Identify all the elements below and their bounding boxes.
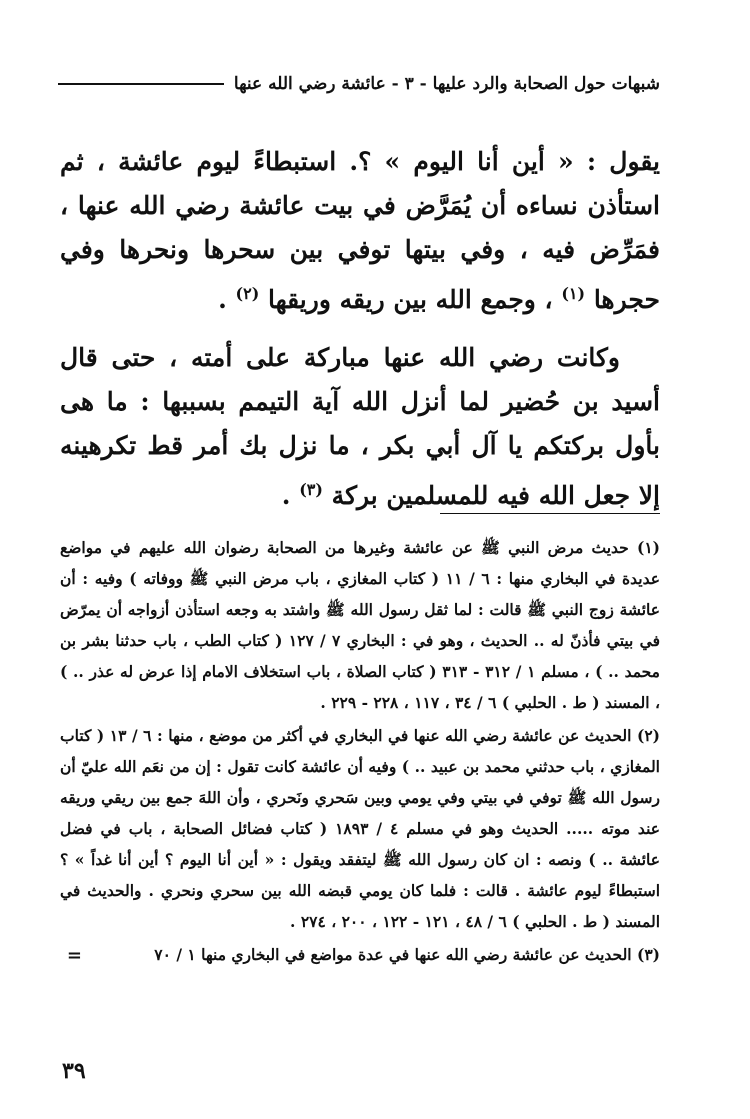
paragraph-1 <box>60 140 660 322</box>
running-header <box>58 66 660 102</box>
header-title: شبهات حول الصحابة والرد عليها - ٣ - عائشة رضي الله عنها <box>233 74 660 94</box>
footnote-3-row <box>60 939 660 972</box>
paragraph-2-text-c: . <box>281 481 291 510</box>
footnote-ref-3: (٣) <box>299 480 323 499</box>
paragraph-2 <box>60 336 660 518</box>
main-text <box>60 140 660 532</box>
paragraph-1-text-a: يقول : « أين أنا اليوم » ؟. استبطاءً ليوم عائشة ، ثم استأذن نساءه أن يُمَرَّض في بيت عائشة رضي الله عنها ، فمَرِّض فيه ، وفي بيتها توفي بين سحرها ونحرها وفي حجرها <box>60 147 660 314</box>
footnote-3: (٣) الحديث عن عائشة رضي الله عنها في عدة مواضع في البخاري منها ١ / ٧٠ <box>154 945 660 964</box>
continuation-mark: = <box>66 945 82 966</box>
footnote-1: (١) حديث مرض النبي ﷺ عن عائشة وغيرها من الصحابة رضوان الله عليهم في مواضع عديدة في البخاري منها : ٦ / ١١ ( كتاب المغازي ، باب مرض النبي ﷺ ووفاته ) وفيه : أن عائشة زوج النبي ﷺ قالت : لما ثقل رسول الله ﷺ واشتد به وجعه استأذن أزواجه أن يمرّض في بيتي فأذنّ له .. الحديث ، وهو في : البخاري ٧ / ١٢٧ ( كتاب الطب ، باب حدثنا بشر بن محمد .. ) ، مسلم ١ / ٣١٢ - ٣١٣ ( كتاب الصلاة ، باب استخلاف الامام إذا عرض له عذر .. ) ، المسند ( ط . الحلبي ) ٦ / ٣٤ ، ١١٧ ، ٢٢٨ - ٢٢٩ . <box>60 538 660 712</box>
page-number: ٣٩ <box>62 1058 86 1084</box>
footnotes <box>60 532 660 972</box>
footnote-ref-1: (١) <box>561 284 586 303</box>
header-rule <box>58 83 224 85</box>
paragraph-2-text-a: وكانت رضي الله عنها مباركة على أمته ، حتى قال أسيد بن حُضير لما أنزل الله آية التيمم بسببها : ما هى بأول بركتكم يا آل أبي بكر ، ما نزل بك أمر قط تكرهينه إلا جعل الله فيه للمسلمين بركة <box>60 343 660 510</box>
paragraph-1-text-b: ، وجمع الله بين ريقه وريقها <box>268 285 553 314</box>
paragraph-1-text-c: . <box>218 285 227 314</box>
footnote-2: (٢) الحديث عن عائشة رضي الله عنها في البخاري في أكثر من موضع ، منها : ٦ / ١٣ ( كتاب المغازي ، باب حدثني محمد بن عبيد .. ) وفيه أن عائشة كانت تقول : إن من نعَم الله عليّ أن رسول الله ﷺ توفي في بيتي وفي يومي وبين سَحري ونَحري ، وأن اللهَ جمع بين ريقي وريقه عند موته ..... الحديث وهو في مسلم ٤ / ١٨٩٣ ( كتاب فضائل الصحابة ، باب في فضل عائشة .. ) ونصه : ان كان رسول الله ﷺ ليتفقد ويقول : « أين أنا اليوم ؟ أين أنا غداً » ؟ استبطاءً ليوم عائشة . قالت : فلما كان يومي قبضه الله بين سحري ونحري . والحديث في المسند ( ط . الحلبي ) ٦ / ٤٨ ، ١٢١ - ١٢٢ ، ٢٠٠ ، ٢٧٤ . <box>60 726 660 931</box>
footnote-separator <box>440 513 660 514</box>
footnote-ref-2: (٢) <box>235 284 260 303</box>
